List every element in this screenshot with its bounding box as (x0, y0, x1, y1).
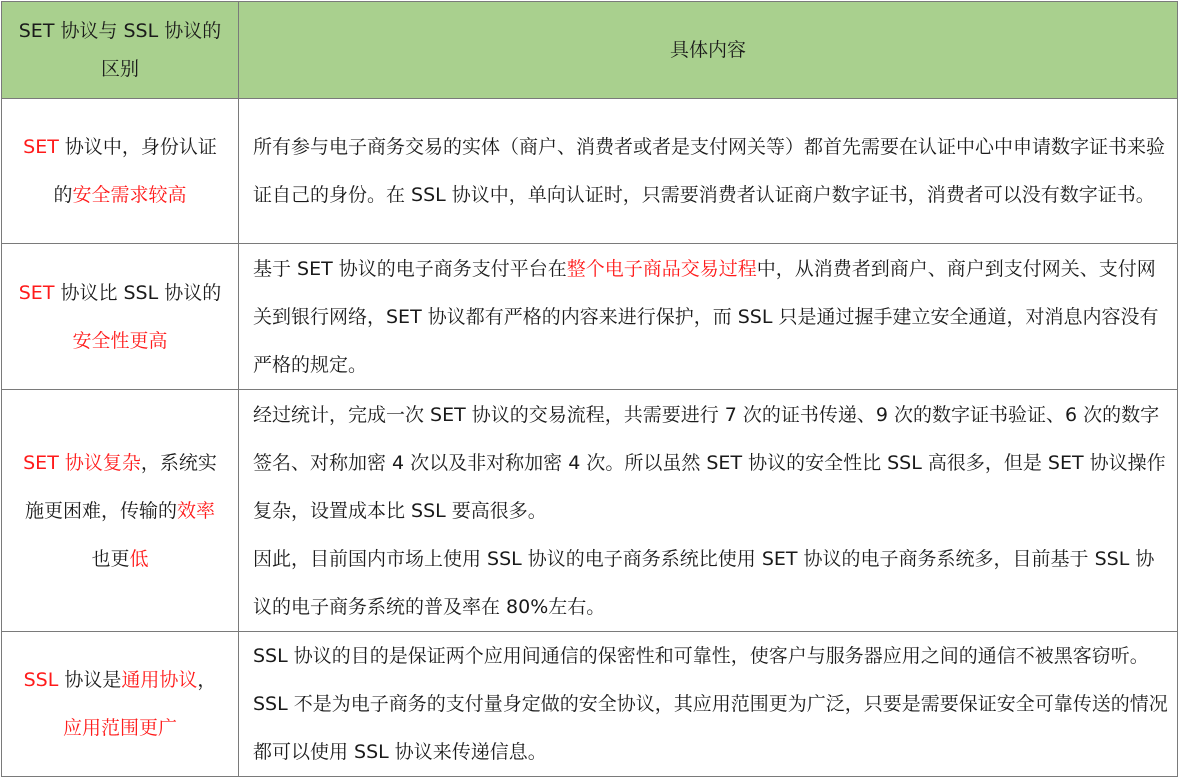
content-paragraph (253, 632, 1169, 776)
text-segment: 因此，目前国内市场上使用 SSL 协议的电子商务系统比使用 SET 协议的电子商务系统多，目前基于 SSL 协议的电子商务系统的普及率在 80%左右。 (253, 547, 1155, 618)
content-cell (239, 632, 1178, 777)
text-segment: SET (18, 281, 55, 304)
text-segment: 所有参与电子商务交易的实体（商户、消费者或者是支付网关等）都首先需要在认证中心中申请数字证书来验证自己的身份。在 SSL 协议中，单向认证时，只需要消费者认证商户数字证书，消费者可以没有数字证书。 (253, 136, 1166, 206)
header-content: 具体内容 (239, 2, 1178, 99)
table-row (2, 390, 1178, 632)
text-segment: 协议比 SSL 协议的 (54, 281, 222, 304)
text-segment: 基于 SET 协议的电子商务支付平台在 (253, 257, 567, 280)
text-segment: 中，从消费者到商户、商户到支付网关、支付网关到银行网络，SET 协议都有严格的内容来进行保护，而 SSL 只是通过握手建立安全通道，对消息内容没有严格的规定。 (253, 257, 1159, 376)
text-segment: 也更 (91, 547, 130, 570)
text-segment: 安全需求较高 (72, 184, 187, 206)
text-segment: SSL (23, 669, 59, 691)
comparison-table (1, 1, 1178, 777)
content-cell (239, 244, 1178, 390)
text-segment: 效率 (177, 499, 216, 522)
difference-cell (2, 390, 239, 632)
text-segment: ，系统实施更困难，传输的 (24, 451, 217, 522)
content-paragraph (253, 391, 1169, 535)
text-segment: 通用协议 (121, 669, 198, 691)
text-segment: 应用范围更广 (62, 717, 177, 739)
difference-cell (2, 632, 239, 777)
content-paragraph (253, 123, 1169, 219)
text-segment: 低 (129, 547, 149, 570)
content-paragraph (253, 245, 1169, 389)
difference-cell (2, 99, 239, 244)
text-segment: 协议中，身份认证的 (53, 136, 217, 206)
text-segment: SSL 协议的目的是保证两个应用间通信的保密性和可靠性，使客户与服务器应用之间的通信不被黑客窃听。SSL 不是为电子商务的支付量身定做的安全协议，其应用范围更为广泛，只要是需要保证安全可靠传送的情况都可以使用 SSL 协议来传递信息。 (253, 645, 1168, 763)
header-row (2, 2, 1178, 99)
header-difference: SET 协议与 SSL 协议的区别 (2, 2, 239, 99)
text-segment: 经过统计，完成一次 SET 协议的交易流程，共需要进行 7 次的证书传递、9 次的数字证书验证、6 次的数字签名、对称加密 4 次以及非对称加密 4 次。所以虽然 SET 协议的安全性比 SSL 高很多，但是 SET 协议操作复杂，设置成本比 SSL 要高很多。 (253, 403, 1166, 522)
content-cell (239, 99, 1178, 244)
content-cell (239, 390, 1178, 632)
difference-cell (2, 244, 239, 390)
table-row (2, 99, 1178, 244)
text-segment: SET (23, 136, 59, 158)
text-segment: 协议是 (58, 669, 122, 691)
text-segment: 整个电子商品交易过程 (566, 257, 757, 280)
content-paragraph (253, 535, 1169, 631)
text-segment: SET 协议复杂 (23, 451, 141, 474)
table-row (2, 244, 1178, 390)
text-segment: ， (197, 669, 217, 691)
table-row (2, 632, 1178, 777)
text-segment: 安全性更高 (72, 329, 168, 352)
